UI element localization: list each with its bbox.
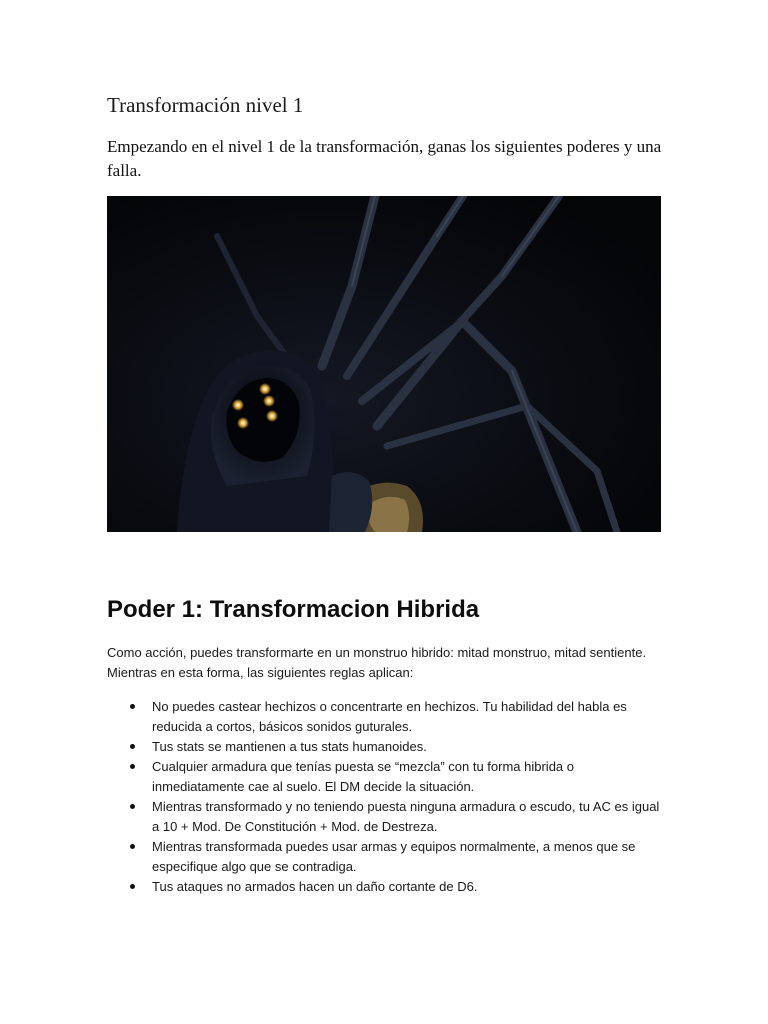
list-item [130, 737, 665, 757]
list-item-text: Tus ataques no armados hacen un daño cortante de D6. [152, 879, 478, 894]
list-item [130, 837, 665, 877]
list-item [130, 757, 665, 797]
power-description: Como acción, puedes transformarte en un monstruo hibrido: mitad monstruo, mitad sentiente. Mientras en esta forma, las siguientes reglas aplican: [107, 645, 647, 680]
list-item-text: Tus stats se mantienen a tus stats humanoides. [152, 739, 427, 754]
bullet-icon [130, 884, 135, 889]
list-item-text: No puedes castear hechizos o concentrarte en hechizos. Tu habilidad del habla es reducida a cortos, básicos sonidos guturales. [152, 699, 627, 734]
list-item-text: Cualquier armadura que tenías puesta se “mezcla” con tu forma hibrida o inmediatamente cae al suelo. El DM decide la situación. [152, 759, 574, 794]
bullet-icon [130, 804, 135, 809]
power-heading: Poder 1: Transformacion Hibrida [107, 596, 480, 623]
list-item [130, 877, 665, 897]
creature-illustration [107, 196, 661, 532]
hooded-creature-image [107, 196, 661, 532]
bullet-icon [130, 704, 135, 709]
intro-paragraph: Empezando en el nivel 1 de la transformación, ganas los siguientes poderes y una falla. [107, 137, 662, 180]
list-item-text: Mientras transformado y no teniendo puesta ninguna armadura o escudo, tu AC es igual a 10 + Mod. De Constitución + Mod. de Destreza. [152, 799, 660, 834]
section-heading: Transformación nivel 1 [107, 93, 304, 117]
list-item [130, 797, 665, 837]
list-item [130, 697, 665, 737]
bullet-icon [130, 844, 135, 849]
bullet-icon [130, 744, 135, 749]
rules-list [130, 697, 665, 897]
list-item-text: Mientras transformada puedes usar armas y equipos normalmente, a menos que se especifique algo que se contradiga. [152, 839, 636, 874]
bullet-icon [130, 764, 135, 769]
